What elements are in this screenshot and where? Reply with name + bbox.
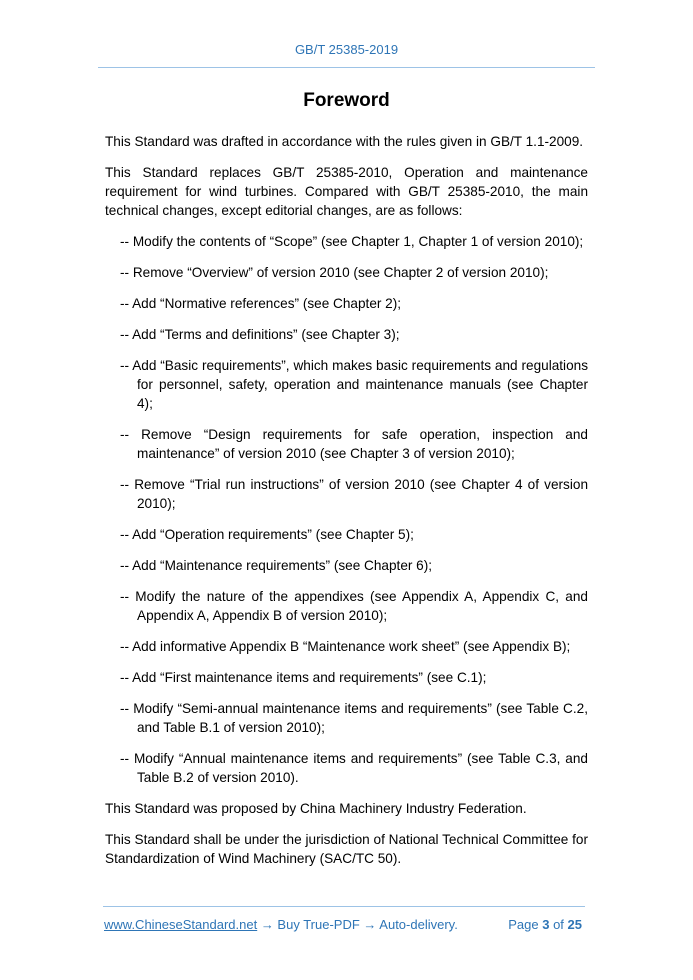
page-total: 25 [567,917,582,932]
change-item: -- Remove “Overview” of version 2010 (see Chapter 2 of version 2010); [120,265,549,280]
change-item: -- Add “First maintenance items and requirements” (see C.1); [120,670,487,685]
change-item: -- Add “Maintenance requirements” (see Chapter 6); [120,558,433,573]
intro-paragraph: This Standard replaces GB/T 25385-2010, Operation and maintenance requirement for wind turbines. Compared with GB/T 25385-2010, the main technical changes, except editorial changes, are as follows: [105,165,588,218]
website-link[interactable]: www.ChineseStandard.net [104,917,258,932]
outro-paragraph: This Standard shall be under the jurisdiction of National Technical Committee for Standardization of Wind Machinery (SAC/TC 50). [105,832,588,866]
page-indicator [508,917,582,932]
page-label: Page [508,917,539,932]
change-item: -- Add informative Appendix B “Maintenance work sheet” (see Appendix B); [120,639,571,654]
change-item: -- Add “Basic requirements”, which makes basic requirements and regulations for personnel, safety, operation and maintenance manuals (see Chapter 4); [120,358,588,411]
page-of-label: of [553,917,564,932]
change-item: -- Modify the nature of the appendixes (see Appendix A, Appendix C, and Appendix A, Appendix B of version 2010); [120,589,588,623]
outro-paragraph: This Standard was proposed by China Machinery Industry Federation. [105,801,527,816]
page-title: Foreword [303,90,390,111]
page-footer [104,917,586,932]
foreword-body [105,132,588,880]
change-item: -- Modify “Annual maintenance items and requirements” (see Table C.3, and Table B.2 of version 2010). [120,751,588,785]
page-current: 3 [542,917,550,932]
change-item: -- Add “Terms and definitions” (see Chapter 3); [120,327,400,342]
header-divider [98,67,595,68]
change-item: -- Modify the contents of “Scope” (see Chapter 1, Chapter 1 of version 2010); [120,234,584,249]
footer-tagline: → Buy True-PDF → Auto-delivery. [257,917,458,932]
change-item: -- Modify “Semi-annual maintenance items and requirements” (see Table C.2, and Table B.1 of version 2010); [120,701,588,735]
change-item: -- Add “Operation requirements” (see Chapter 5); [120,527,414,542]
header-standard-code: GB/T 25385-2019 [294,42,399,57]
change-item: -- Add “Normative references” (see Chapter 2); [120,296,402,311]
footer-divider [103,906,585,907]
intro-paragraph: This Standard was drafted in accordance with the rules given in GB/T 1.1-2009. [105,134,584,149]
change-item: -- Remove “Design requirements for safe operation, inspection and maintenance” of version 2010 (see Chapter 3 of version 2010); [120,427,588,461]
change-item: -- Remove “Trial run instructions” of version 2010 (see Chapter 4 of version 2010); [120,477,588,511]
